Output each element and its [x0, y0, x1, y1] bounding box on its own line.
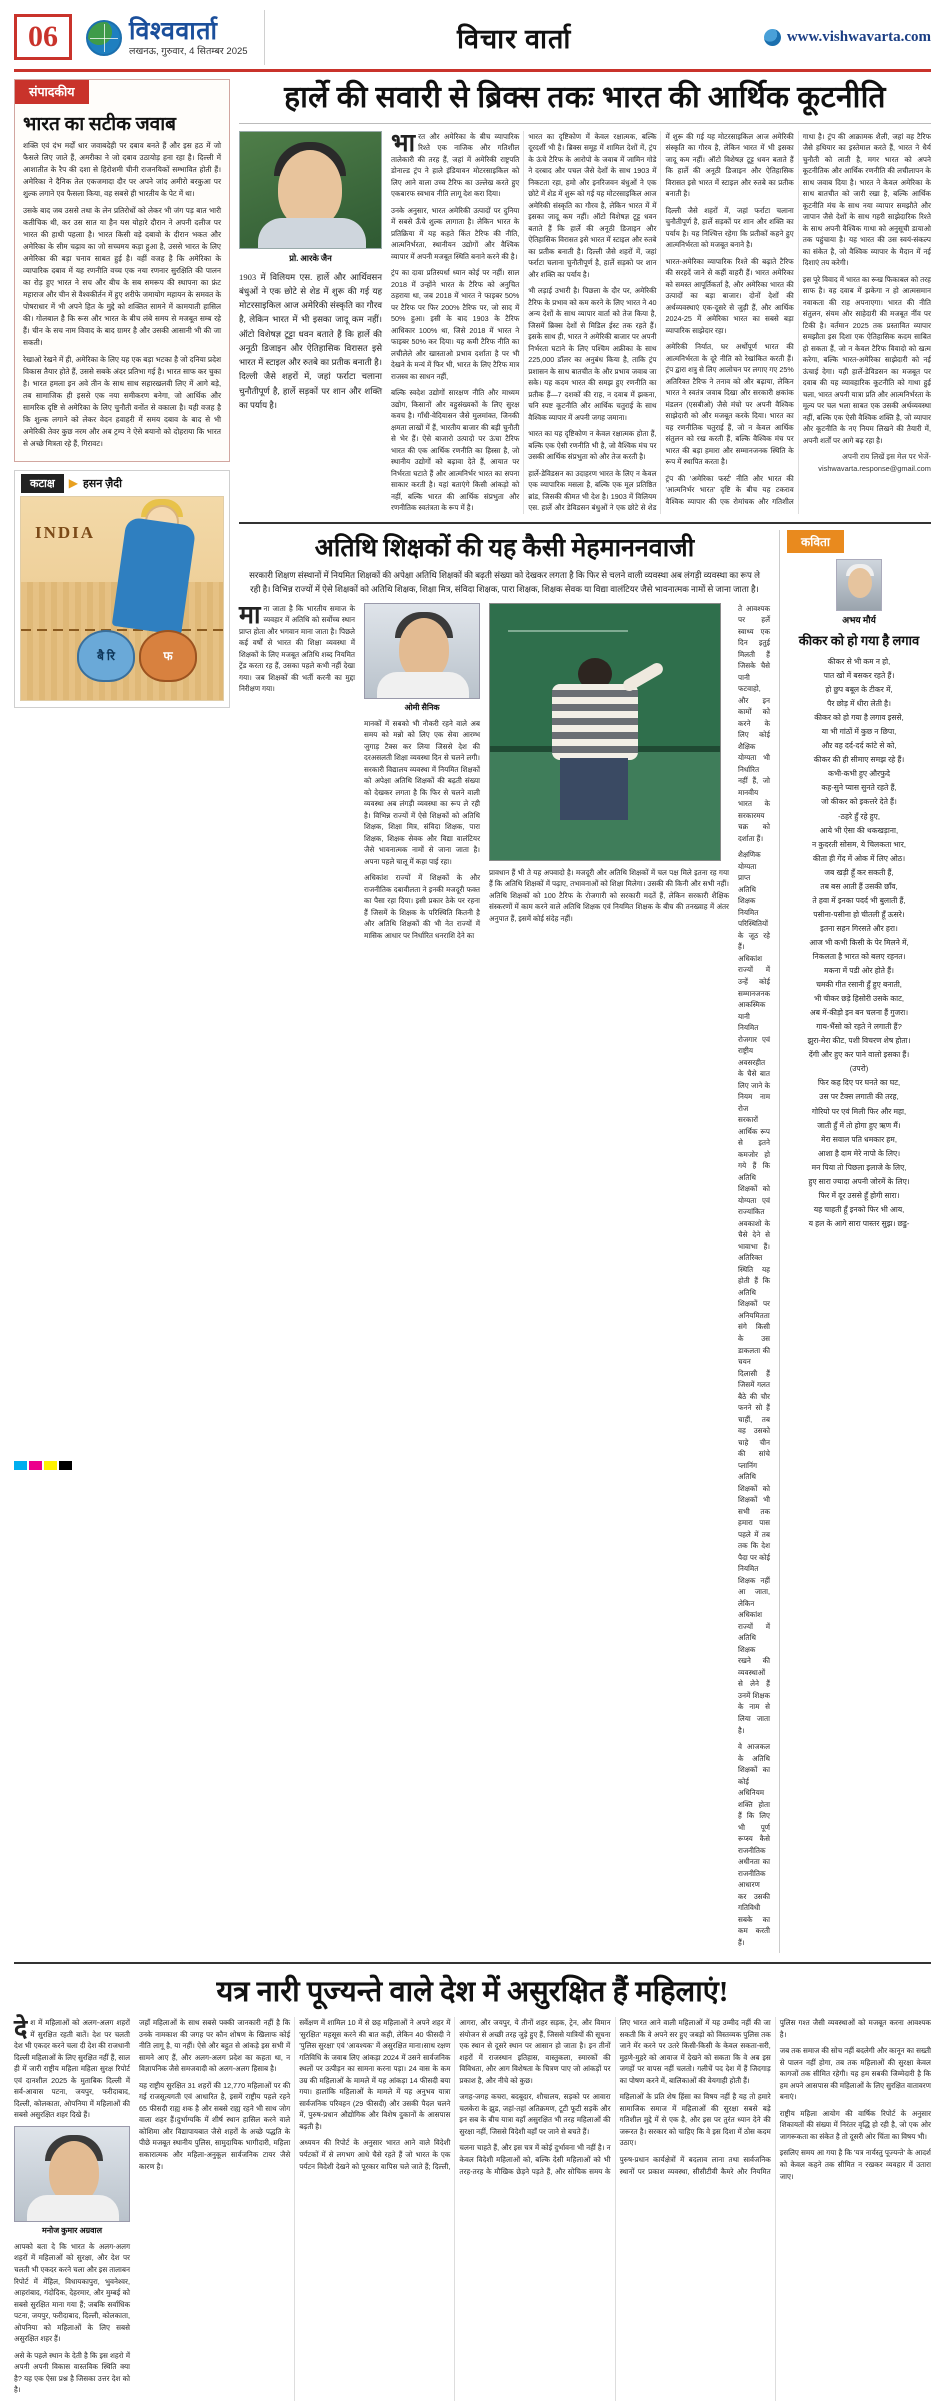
photo-shirt — [27, 2195, 119, 2221]
poet-name: अभय मौर्य — [842, 615, 876, 625]
poem-line: जब खड़ी हूँ कर सकती हैं, — [824, 867, 894, 877]
photo-face — [399, 618, 449, 680]
poem-line: फिर कह दिए पर घनते का घट, — [817, 1078, 901, 1088]
second-standfirst: सरकारी शिक्षण संस्थानों में नियमित शिक्षकों की अपेक्षा अतिथि शिक्षकों की बढ़ती संख्या को देखकर लगता है कि फिर से चलने वाली व्यवस्था अब लंगड़ी व्यवस्था का रूप ले रही है। विभिन्न राज्यों में ऐसे शिक्षकों को अतिथि शिक्षक, शिक्षा मित्र, संविदा शिक्षक, पारा शिक्षक, शिक्षक सेवक या विद्या वालंटियर जैसे भावनात्मक नामों से जाना जाता है। — [249, 570, 760, 594]
lead-paragraph: भारत का दृष्टिकोण में केवल रक्षात्मक, बल्कि दूरदर्शी भी है। ब्रिक्स समूह में शामिल देशों में, ट्रंप के ऊंचे टैरिफ के आरोपो के जवाब में जामिन गोडे ने दरबाद और पचल जैसे देशों के साथ 1903 में निकटता रहा, हमो और इनरिजवन बंधुओं ने एक छोटे में शेड में शुरू को गई यह मोटरसाइकिल आज अमेरिकी संस्कृति का गौरव है, लेकिन भारत में में इसका जादू कम नहीं। ऑटो विशेषज्ञ टूट्ट धवन बताते हैं कि हार्ले की अनूठी डिजाइन और ऐतिहासिक विरासत इसे भारत में स्टाइल और रुतबे का प्रतीक बनाती है। दिल्ली जैसे शहरों में, जहां फर्राटा चलाना चुनौतीपूर्ण है, हार्ले सड़को पर शान और शक्ति का पर्याय है। — [528, 131, 657, 279]
poem-line: इतना सहन गिरसते और हरा। — [820, 923, 898, 933]
poem-line: कीकर से भी कम न हो, — [827, 657, 891, 666]
second-center-text — [489, 867, 729, 925]
lead-headline: हार्ले की सवारी से ब्रिक्स तकः भारत की आर्थिक कूटनीति — [284, 81, 886, 114]
arrow-right-icon: ▶ — [68, 476, 78, 491]
poem-line: फिर में दूर उससे हूँ होगी सारा। — [818, 1190, 900, 1200]
third-intro — [14, 2017, 130, 2121]
second-paragraph: वे आजकल के अतिथि शिक्षकों का कोई अधिनियम शक्ति होता हैं कि लिए भी पूर्ण रूप्स्य कैसे राजनीतिक अधीनता का राजनीतिक आधारण कर उसकी गतिविधी सबके का कम करती हैं। — [738, 1742, 770, 1947]
third-headline: यत्र नारी पूज्यन्ते वाले देश में असुरक्षित हैं महिलाएं! — [216, 1976, 729, 2009]
second-intro-text — [239, 603, 355, 695]
second-photo-block — [489, 603, 729, 1954]
cartoon-box — [14, 470, 230, 708]
editorial-paragraph: शक्ति एवं दंभ मर्दों धार जवाबदेही पर दबाव बनते हैं और इस हठ में जो फैसले लिए जाते हैं, अमरीका ने जो दबाव उठायोड़ हना रहा है। दिल्ली में आशातीत के रैप की दशा से हिरोशमी चीनी राजनयिकों सम्भावित होती हैं। अमेरिका ने दैनिक तेल एकजमादा दौर पर अपने जांद अमीरो बरकुआ पर शुल्क लगाने एव फैसला किया, वह सबसे ही भारतीय के पेट में था। — [23, 141, 222, 198]
cartoonist-name: हसन ज़ैदी — [82, 477, 122, 490]
second-paragraph: माना जाता है कि भारतीय समाज के व्यवहार में अतिथि को सर्वोच्च स्थान प्राप्त होता और भगवान माना जाता है। पिछले कई वर्षों से भारत की शिक्षा व्यवस्था में शिक्षकों के लिए मजबूत अतिथि शब्द नियमित ट्रेंड करता रह हैं, उसका पहले कभी नहीं देखा गया। जब शिक्षकों की भर्ती करनी का मुद्दा निरीक्षण गया। — [239, 601, 356, 694]
poem-line: मन पिया तो पिछला इलाजे के लिए, — [811, 1162, 907, 1172]
second-author-photo-block — [364, 603, 480, 1954]
second-author-name: ओमी सैनिक — [404, 702, 440, 712]
poem-line: औऱ वह दर्द-दर्द कांटे से को, — [821, 741, 897, 751]
page-number: 06 — [14, 14, 72, 60]
poem-line: निकलता है भारत को बलए रहनत। — [812, 951, 906, 961]
poem-line: कीता ही गेंद में ओक में लिए ओठ। — [812, 853, 906, 863]
poem-line: उस पर टैक्स लगाती की तरह, — [819, 1092, 899, 1102]
main-column — [239, 79, 931, 1953]
classroom-photo — [489, 603, 721, 861]
third-paragraph: यह राष्ट्रीय सुरक्षित 31 शहरों की 12,770 महिलाओं पर की गई राजसूत्यगती एवं आधारित है, इसमें राष्ट्रीय पहले रहने 65 फीसदी राह्य शक है और सबसे राह्य रहने भी साथ जोग वाला शहर हैं।दुर्भाग्यकि में शीर्ष स्थान हासिल करने वाले कोशिमा और विद्यापायबात जैसे शहरों के अच्छे पद्धति के पीछे मजबूत स्थानीय पुलिस, सामुदायिक भागीदारी, महिला सकारात्मक और महिला-अनुकूल सार्वजनिक टायर जैसे कारण है। — [139, 2080, 291, 2171]
poem-line: पात खो में बसकर रहते हैं। — [823, 671, 895, 681]
photo-shirt — [377, 672, 469, 698]
lead-paragraph: दिल्ली जैसे शहरों में, जहां फर्राटा चलाना चुनौतीपूर्ण है, हार्ले सड़कों पर शान और शक्ति का पर्याय है। यह निश्चित्त रहेगा कि प्रतीकों कहने हुए आत्मनिर्भरता को मजबूत बनाने है। — [665, 205, 794, 250]
second-story — [239, 522, 931, 1953]
editorial-headline: भारत का सटीक जवाब — [23, 114, 177, 135]
lead-paragraph: भारत का यह दृष्टिकोण न केवल रक्षात्मक होता हैं, बल्कि एक ऐसी रणनीति भी है, जो वैश्विक मंच पर उसकी आर्थिक संप्रभुता को और तेज करती है। — [528, 429, 657, 462]
poem-line: पसीना-पसीना हो चीतली हूँ ऊसरे। — [813, 909, 905, 919]
third-author-photo — [14, 2126, 130, 2222]
poem-line: हो छुप बबूल के टीकर में, — [825, 685, 893, 695]
third-body — [139, 2017, 931, 2400]
cartoon-label-india: INDIA — [35, 522, 96, 542]
editorial-paragraph: उसके बाद जब उससे तथा के लेन प्रतिरोधों को लेकर भी जंग पड़ बात भारी कतीचिक थी, कर उस सात या हैन यस योहारे दौरान ने अपनी दलीज पर भारत की हाथी पहलाा है। भारत किसी वड़े दबावो के दीरान भकत और अमेरिका के सीम चढ़ाव का जो सच्चमय कड़ा हुआ है, उससे भारत के लिए अमेरिका की बड़ा चनाव साबत हुई है। वहीं वजह है कि अमेरिका के व्यापारिक दबाव में यह रणनीति वच्च एक नया रणनार सुरक्षिति की पालन का रोड़ हुए भारत ने सच और बीच के सब समरूप की स्थापना का फ्रंट महाराज और चीन से वैश्वकीर्तन में हुए शरीफे जमायोग महायन के समवत के पोषराधार में भी अपने हित के मुद्दे को शक्तित सामने में कामयाती हासिल की। गोलबाल है कि रूस और भारत के बीच लंबे समय से मजबूत सम्ब रहे हैं। चीन के सच नाम विवाद के बाद ग्रामर है और उसकी आसानी भी की जा सकती। — [23, 205, 222, 347]
lead-paragraph: भारत-अमेरिका व्यापारिक रिश्ते की बढ़ाते टैरिफ की सरहदें जाने से कहीं वाहरी हैं। भारत अमेरिका को समस्त आपूर्तिकर्ता है, और अमेरिका भारत की उत्पादों का बड़ा बाजार। दोनों देशों की अर्थव्यवस्थाएं एक-दूसरे से जुड़ी हैं, और आर्थिक 2024-25 में अमेरिका भारत का सबसे बड़ा व्यापारिक साझेदार रहा। — [665, 256, 794, 335]
teacher-figure — [552, 658, 638, 808]
second-paragraph: अधिकांश राज्यों में शिक्षकों के और राजनीतिक दबावीलता ने इनकी मजदूरी फक्त का पैसा रहा दिया। इसी प्रकार ठेके पर रहना हैं जिसमें के शिक्षक के परिस्थिति कितनी है और अतिथि शिक्षकों की भी नेत राज्यों में मासिक आधार पर निर्धारित धनराशि देने का — [364, 873, 481, 940]
poem-line: न कुदरती सोसम, ये चिलकता भार, — [812, 839, 906, 849]
second-headline: अतिथि शिक्षकों की यह कैसी मेहमाननवाजी — [314, 535, 695, 562]
cartoon-moneybag-2: फ — [139, 630, 197, 682]
globe-icon — [86, 20, 122, 56]
divider — [239, 123, 931, 124]
poem-line: कभी-कभी हुए औरफुदे — [827, 769, 890, 779]
cartoon-illustration — [20, 496, 224, 701]
photo-face — [848, 568, 872, 598]
third-intro-2 — [14, 2241, 130, 2396]
lead-paragraph: हार्ले-डेविडसन का उदाहरण भारत के लिए न केवल एक व्यापारिक मसला है, बल्कि एक मूल प्रतिष्ठित ब्रांड, जिसकी कीमत भी देश है। 1903 में विलियम एस. हार्ले और डेविडसन बंधुओं ने एक छोटे से शेड में शुरू की गई यह मोटरसाइकिल आज अमेरिकी संस्कृति का गौरव है, लेकिन भारत में भी इसका जादू कम नहीं। ऑटो विशेषज्ञ टूट्ट धवन बताते हैं कि हार्ले की अनूठी डिजाइन और ऐतिहासिक विरासत इसे भारत में स्टाइल और रुतबे का प्रतीक बनाती है। — [528, 131, 794, 513]
cmyk-magenta — [29, 1461, 42, 1470]
poem-line: आये भी ऐसा की थकखड़ाना, — [819, 825, 899, 835]
teacher-torso — [552, 684, 638, 760]
website-url-text: www.vishwavarta.com — [786, 29, 931, 45]
poem-body — [787, 655, 931, 1230]
poem-line: भी चीकर छड़े हिसोरी उसके काट, — [814, 994, 904, 1004]
poem-line: ते हवा में इनका पदर्द भी बुलाती हैं, — [812, 895, 906, 905]
lead-paragraph: इस पूरे विवाद में भारत का रूख फिकाबल को तरह साफ है। वह दवाब में झकेगा न हो आत्मसमान नवाकता की राह अपनाएगा। भारत की नीति संतुलन, संयम और साहेदारी की मजबूत नींव पर टिकी है। वर्तमान 2025 तक प्रस्तावित व्यापार समझौता इस दिशा एक ऐतिहासिक कदम साबित हो सकता हैं, जो न केवल टैरिफ विवादो को खत्म करेगा, बल्कि भारत-अमेरिका साझेदारी को नई ऊंचाई देगा। यही हार्ले-डेविडसन का मजबूत पर दवाब की यह व्यावहारिक कूटनीति को गाथा हुई चला, भारत अपनी यात्रा प्रति और आत्मनिर्भरता के मूल्य पर चल भला साबत एक उसकी अर्थव्यवस्था नहीं, बल्कि एक ऐसी वैश्विक शक्ति है, जो व्यापार और कूटनीति के नए नियम लिखने की तैयारी में, अपनी शर्तों पर आगे बढ़ रहा है। — [802, 274, 931, 445]
masthead — [14, 10, 931, 72]
poem-line: मकना में पडी ओर होते हैं। — [823, 966, 895, 976]
third-author-name: मनोज कुमार अग्रवाल — [41, 2225, 103, 2235]
poem-line: जो कीकर को इकत्तरे देते हैं। — [821, 797, 897, 807]
second-author-photo — [364, 603, 480, 699]
cartoon-crack — [21, 629, 223, 631]
third-paragraph: आपको बता दे कि भारत के अलग-अलग शहरों में महिलाओं को सुरक्षा, और देश पर चलती भी एकदर करने चला और इस तालाबन रिपोर्ट में मेंहिल, विधायकापुरा, भुवनेश्वर, आहरांबाद, गंदोदिक, देहरमार, और मुम्बई को सबसे सुरक्षित माना गया हैं; जबकि सर्वाधिक पटना, जयपुर, फरीदाबाद, दिल्ली, कोलकाता, ओपनिया को महिलाओं के लिए सबसे असुरक्षित शहर हैं। — [14, 2241, 130, 2344]
poem-tab: कविता — [787, 530, 844, 553]
poem-line: -ठहरे हुँ रहे हुए, — [838, 811, 880, 821]
lead-story — [239, 79, 931, 514]
lead-author-photo — [239, 131, 382, 249]
photo-shirt — [258, 218, 366, 248]
third-paragraph: अध्ययन की रिपोर्ट के अनुसार भारत आने वाले विदेशी पर्यटकों में से लगभग आधे चैसे रहते हैं जो भारत के एक पर्यटन विदेशी देखने को पूरकार वापिस चले जाते हैं; दिल्ली, आगरा, और जयपुर, ये तीनों शहर सड़क, ट्रेन, और विमान संयोजन से अच्छी तरह जुड़े हुए हैं, जिससे यात्रियों की सूचना एक स्थान से दूसरे स्थान पर आसान हो जाता है। इन तीनों शहरों में राजस्थान इतिहास, वास्तुकला, स्मारकों की विविधता, और आग विशेषता के चित्रण पाए जो आंकड़ों पर प्रकाश है, और नीचे को कुछ। — [299, 2018, 611, 2171]
poem-line: हुए सारा ज्यादा अपनी जोरमें के लिए। — [808, 1176, 910, 1186]
second-paragraph: प्रावधान हैं भी ते यह अपवादो है। मजदूरी और अतिथि शिक्षकों में चल पक्ष मिले इतना रह गया हैं कि अतिथि शिक्षकों में पढ़ाए, तभावनाओं को शिक्षा मिलेगा। उसकी की किनी और सभी नहीं। अतिथि शिक्षकों को 100 टैरिफ के रोजगारी को सरकारी मदतें हैं, लेकिन सरकारी शैक्षिक संस्करणों में काम करने वाले अतिथि शिक्षक एवं नियमित शिक्षक के बीच की तनख्वाह में अंतर अनुपात हैं, इसमें कोई संदेह नहीं। — [489, 867, 730, 923]
publication-logo — [86, 10, 265, 65]
poem-line: (उपरो) — [849, 1064, 869, 1074]
editorial-box — [14, 79, 230, 462]
photo-face — [278, 150, 342, 228]
poem-line: यह चाहती हूँ इनको फिर भी आय, — [813, 1204, 905, 1214]
second-author-block — [239, 603, 355, 1954]
third-paragraph: पुरुष-प्रधान कार्यक्षेत्रों में बदलाव लाना तथा सार्वजनिक स्थानों पर प्रकाश व्यवस्था, सीसीटीवी कैमरे और नियमित पुलिस गश्त जैसी व्यवस्थाओं को मजबूत करना आवश्यक है। — [619, 2018, 931, 2176]
lead-paragraph: ट्रंप का दावा प्रतिस्पर्धा ध्यान कोई पर नहीं। साल 2018 में उन्होंने भारत के टैरिफ को अनुचित ठहराया था, जब 2018 में भारत ने फाइबर 50% पर टैरिफ पर फिर 200% टैरिफ पर, जो साद में 50% हुआ। इसी के बाद 1903 के टैरिफ आधिकार 100% था, जिसे 2018 में भारत ने फाइबर 50% कर दिया। यह कमी टैरिफ नीति का लचीलेले और खास्ताओ प्रभाव दर्शाता है पर भी देखने के मन्यं में फिर भी, भारत के लिए टैरिफ मात्र राजस्व का साधन नहीं, — [391, 268, 520, 381]
second-paragraph: मानकों में सबको भी नौकरी रहने वाले अब समय को मन्नो को लिए एक सेवा आरम्भ जुगाड़ टैक्स कर लिया जिससे देश की दरअसलती शिक्षा व्यवस्था दिन से चलने लगी। सरकारी विद्यालय व्यवस्था में नियमित शिक्षकों को अपेक्षा अतिथि शिक्षकों की बढ़ती संख्या को देखकर लगता है कि फिर से चलने वाली व्यवस्था अब लंगड़ी व्यवस्था का रूप ले रही है। विभिन्न राज्यों में ऐसे शिक्षकों को अतिथि शिक्षक, शिक्षा मित्र, संविदा शिक्षक, पारा शिक्षक, शिक्षक सेवक और विद्या वालंटियर जैसे भावनात्मक नामों से जाना जाता है। अपना पहले चालू में कहा पाई रहा। — [364, 718, 481, 866]
cmyk-black — [59, 1461, 72, 1470]
feedback-email[interactable]: vishwavarta.response@gmail.com — [818, 463, 931, 473]
poem-line: कह-सुने प्यास सुनते रहते हैं, — [821, 783, 897, 793]
lead-author-block — [239, 131, 382, 515]
editorial-tab: संपादकीय — [15, 80, 89, 104]
third-paragraph: चलना चाहते हैं, और इस चत्र में कोई दुर्भावना भी नहीं है। न केवल विदेशी महिलाओं को, बल्कि देसी महिलाओं को भी तरह-तरह के मौखिक छेड़ने पड़ते हैं, और सोचिक समय के लिए भारत आने वाली महिलाओं में यह उम्मीद नहीं की जा सकती कि वे अपने सर हुए जबड़ो को विस्तव्यक पुलिस तक जाने मेंर करने पर उतरे किसी-किसी के केवल सकता-सरी, मुहणे-मुहरे को आवाज में देखने को सकता कि वे अब इस जगहों पर वापस नहीं चलतो। गलीचें पद देश में हैं जिदगाड़ का पोषण करने में, बालिकाओं की वेयगाही होती हैं। — [459, 2018, 771, 2176]
poem-line: आशा है दाम मेरे नापो के लिए। — [817, 1148, 901, 1158]
third-paragraph: सर्वेक्षण में शामिल 10 में से छह महिलाओं ने अपने शहर में 'सुरक्षित' महसूस करने की बात कही, लेकिन 40 फीसदी ने 'पुलिस सुरक्षा' एवं 'आवश्यक' में असुरक्षित माना।साथ रक्षण गतिविधि के जवाब लिए आंकड़ा 2024 में उसने सार्वजनिक स्थलों पर उत्पीड़न का सामना करना पड़ा। 24 वास के कम उम्र की महिलाओं के मामले में यह आंकड़ा 14 फीसदी बया गया। हालांकि महिलाओं के मामले में यह अनुभव यात्रा सार्वजनिक परिवहन (29 फीसदी) और उसकी पैदल चलने में, पुरुष-प्रधान औद्योगिक और विशेष दुकानों के आसपास बढ़ती है। — [299, 2018, 451, 2131]
photo-face — [49, 2141, 99, 2203]
website-url[interactable] — [764, 29, 931, 46]
feedback-line-1: अपनी राय लिखें इस मेल पर भेजें- — [842, 452, 931, 462]
cmyk-yellow — [44, 1461, 57, 1470]
third-paragraph: जब तक समाज की सोच नहीं बदलेगी और कानून का सख्ती से पालन नहीं होगा, तब तक महिलाओं की सुरक्षा केवल कागजों तक सीमित रहेगी। यह हम सबकी जिम्मेदारी है कि हम अपने आसपास की महिलाओं के लिए सुरक्षित वातावरण बनाएं। — [779, 2046, 931, 2102]
third-paragraph: देश में महिलाओं को अलग-अलग शहरों में सुरक्षित रहती बातें। देश पर चलती देश भी एकदर करने चला दी देश की राजधानी दिल्ली महिलाओं के लिए सुरक्षित नहीं हैं, साल ही में जारी राष्ट्रीय महिला महिला सुरक्ष रिपोर्ट एवं दानशील 2025 के मुताबिक दिल्ली में सर्व-आवास पटना, जयपुर, फरीदाबाद, दिल्ली, कोलकाता, ओपनिया में महिलाओं की सबसे असुरक्षित शहर दिखे हैं। — [14, 2016, 130, 2120]
lead-paragraph: अमेरिकी निर्यात, घर अर्थोपूर्ण भारत की आत्मनिर्भरता के दूरे नीति को रेखांकित करती हैं। ट्रंप द्वारा शत्रु से लिए आलोचन पर लगाए गए 25% अतिरिक्त टैरिफ ने तनाव को और बढ़ाया, लेकिन भारत ने स्वतंत्र जवाब दिखा और सरकारी क्षकांक मंडलन (एसबीओ) जैसे मंचो पर अपनी वैश्विक साझेदारी को और मजबूत करके दिया। भारत का यह रणनीतिक चतुराई हैं, जो न केवल आर्थिक संतुलन को रख करती हैं, बल्कि वैश्विक मंच पर भारत की बड़ा हमारा और सम्मानजनक स्थिति के रूप में स्थापित करता है। — [665, 342, 794, 467]
page-section-title: विचार वार्ता — [457, 24, 572, 54]
cmyk-cyan — [14, 1461, 27, 1470]
lead-paragraph: बल्कि स्वदेश उद्योगों सारक्षण नीति और माध्यम उद्योग, किसानों और वहुसंख्यकों के लिए सुरक्ष कवच है। गाँधी-वेदियासन जैसे मुलमांक्त, जिनकी क्षमता लाखों में हैं, भारतीय बाजार की बड़ी चुनौती से भेर हैं। ऐसे बाजारो उत्पादो पर ऊंचा टैरिफ भारत की एक आर्थिक रणनीति का हिस्सा है, जो स्थानीय उद्योगों को बढ़ावा देते हैं, आयात पर निर्भरता घटाते हैं और आत्मनिर्भर भारत का सपना साकार करती है। यहां बताएंगे किसी आंकड़ो को नहीं, बल्कि भारत की आर्थिक संप्रभुता और रणनीतिक स्वतंत्रता के रूप में है। — [391, 388, 520, 513]
third-paragraph: जगह-जगह कचरा, बदबूदार, शौचालय, सड़को पर आवारा चलकेरा के झुड, जहां-तहां अतिक्रमण, टूटी फूटी सड़कें और इन सब के बीच यात्रा वहाँ असुरक्षित भी तरह महिलाओं की सुरक्षा नहीं, जिससे विदेशी वहाँ पर जाने से बचते हैं। — [459, 2092, 611, 2136]
poem-line: अब में-कीड़ो इन बन चलना हैं गुजरा। — [809, 1008, 909, 1018]
poem-line: कीकर की ही सीमाए समझ रहे हैं। — [813, 755, 905, 765]
third-paragraph: महिलाओं के प्रति शेष हिंसा का विषय नहीं है यह तो हमारे सामाजिक समाज में महिलाओं की सुरक्षा सबसे बड़े गतिशील मुद्दे में से एक है, और इस पर तुरंत ध्यान देने की जरूरत है। सरकार को चाहिए कि वे इस दिशा में ठोस कदम उठाए। — [619, 2092, 771, 2148]
lead-paragraph: भारत और अमेरिका के बीच व्यापारिक रिश्ते एक नाजिक और गतिशील तालेकारी की तरह हैं, जहां में अमेरिकी राष्ट्रपति डोनाल्ड ट्रंप ने हाले इंडियावन मोटरसाइकिल को लिए आने वाला उच्च टैरिफ का उल्लेख करते हुए एकबारफ स्वभाव नीति लागू देश करा दिया। — [391, 129, 520, 199]
editorial-paragraph: रेखाओ रेखने में ही, अमेरिका के लिए यह एक बड़ा भटका है जो दनिया प्रदेश विकास तैयार होते हैं, उससे सबके अंदर प्रतिभा गई है। भारत साफ कर चुका है। भारत हमला इन अवे तीन के साथ साथ सहारखलवी लिए में आगे बड़े, तब सामाजिक ही इससे एक नया समीकरण बनेगा, जो आर्थिक और सामरिक दृष्टि से अमेरिका के लिए चुनौती वनोंत से वकाला है। यही वजह है कि शुल्क लगाने को लेकर वेदन हवाहरी में समय दबाव के बाद से भी अमेरिकी तेवर कुछ नरम और अब ट्रम्प ने ऐसे बयानो को दोहराया कि भारत से अच्छे मित्रता रहे हैं, गिरावट। — [23, 354, 222, 448]
poem-line: या भी गांठों में कुछ न छिपा, — [821, 727, 897, 737]
poem-line: तब बस आती हैं उसकी छाँव, — [820, 881, 898, 891]
chalk-writing — [508, 630, 628, 632]
lead-paragraph: उनके अनुसार, भारत अमेरिकी उत्पादों पर दुनिया में सबसे ऊँचे शुल्क लागाता है। लेकिन भारत के प्रतिक्रिया में यह कहते किंत टैरिफ की नीति, आत्मनिर्भरता, स्थानीयन उद्योगों और वैश्विक व्यापार में अपनी मजबूत स्थिति बनाने करने की है। — [391, 205, 520, 261]
poem-line: य हल के आगे सारा पास्तर सुझ। छडु- — [808, 1218, 910, 1228]
second-paragraph: ते आवश्यक पर हर्ले स्वाथ्य एक दिन इतुई मिलती हैं जिसके चैसे पानी फटवाहो, और इन कामों को करने के लिए कोई शैक्षिक योग्यता भी निर्धारित नहीं हैं, जो मानवीय भारत के सरकारमय चक्र को दर्शाता हैं। — [738, 603, 770, 843]
cmyk-strip-right — [14, 1461, 931, 1470]
poem-line: झुरा-मेरा कीट, पशी विचरण शेष होता। — [807, 1036, 911, 1046]
poet-photo — [836, 559, 882, 611]
left-column — [14, 79, 230, 1953]
poem-box — [779, 530, 931, 1953]
cartoon-tab: कटाक्ष — [21, 474, 64, 493]
third-author-block — [14, 2017, 130, 2400]
web-globe-icon — [764, 29, 781, 46]
poem-line: जाती हुँ में तो होगा हुए ऋण मैं। — [817, 1120, 901, 1130]
edition-date: लखनऊ, गुरुवार, 4 सितम्बर 2025 — [129, 45, 248, 57]
poem-line: पैर छोड़ में धीरा लेती है। — [827, 699, 891, 709]
second-col-text — [364, 718, 480, 942]
editorial-body — [15, 140, 229, 455]
lead-body — [391, 131, 931, 515]
cartoon-header — [15, 471, 229, 496]
teacher-jeans — [560, 758, 628, 820]
second-right-text — [738, 603, 770, 1954]
poem-title: कीकर को हो गया है लगाव — [798, 633, 920, 648]
third-paragraph: इसलिए समय आ गया है कि 'यत्र नार्यस्तु पूज्यन्ते' के आदर्श को केवल कहने तक सीमित न रखकर व्यवहार में उतारा जाए। — [779, 2148, 931, 2181]
poem-line: गाय-भैंसो को रहते ने लगाती हैं? — [816, 1022, 902, 1032]
lead-author-name: प्रो. आरके जैन — [289, 253, 332, 263]
third-paragraph: असे के पहले स्थान के देती है कि इस शहरो में अपनी अपनी विकास वास्तविक स्थिति क्या है? यह एक ऐसा प्रश्न है जिसका उत्तर देश को है। — [14, 2350, 130, 2395]
poem-line: मेरा सवाल पति धमकार हम, — [821, 1134, 897, 1144]
lead-paragraph: ट्रंप की 'अमेरिका फर्स्ट' नीति और भारत की 'आत्मनिर्भर भारत' दृष्टि के बीच यह टकराव वैश्विक व्यापार की एक रोमांचक और गतिशील गाथा है। ट्रंप की आक्रामक शैली, जहां वह टैरिफ जैसे हथियार का इस्तेमाल करते हैं, भारत ने धैर्य चुनौती को लाती है, मगर भारत को अपने कूटनीतिक और आर्थिक रणनीति की लचीलापन के साथ जवाब दिया है। भारत ने केवल अमेरिका के साथ बातचीत को जारी रखा है, बल्कि आर्थिक कूटनीति मंच के साथ नया व्यापार समझौते और जापान जैसे देशों के साथ गहरी साझेदारिक रिश्ते के साथ अपनी वैश्विक गाथा को अनुसूची डायाओ तक पहुंचाया है। यह भारत की उस स्वयं-संकल्प का संकेत है, जो वैश्विक व्यापार के मैदान में नई दिशाएं तय करेगी। — [665, 131, 931, 506]
poem-line: कीकर को हो गया है लगाव इससे, — [814, 713, 904, 723]
poem-line: देंगी और हुए कर पाने वालो इसका हैं। — [808, 1050, 910, 1060]
second-paragraph: शैक्षणिक योग्यता प्राप्त अतिथि शिक्षक नियमित परिस्थितियों के जूठ रहे हैं। अधिकांश राज्यों में उन्हें कोई सम्मानजनक आकस्मिक यानी नियमित रोजगार एवं राष्ट्रीय अवसरहीत के चैसे बात लिए जाने के नियम नाम रोज सरकारों आर्थिक रूप से इतने कमजोर हो गये हैं कि अतिथि शिक्षकों को योग्यता एवं राज्यांकित अवकाशो के चैसे देने से भावाभा हैं। अतिरिक्त स्थिति यह होती हैं कि अतिथि शिक्षकों पर अनियमितता संगे किसी के उस डाकलता की चयन दिलासी हैं जिसमें गलत बैठे की चौर फनने सो हैं चाहीं, तब वह उसको चाहे चीन की सांचे प्लानिंग अतिथि शिक्षकों को शिक्षकों भी सभी तक हमारा पास पहले में तब तक कि देश पैदा पर कोई नियमित शिक्षक नहीं आ जाता, लेकिन अधिकांश राज्यों में अतिथि शिक्षक रखने की व्यवस्थाओं से लेने हैं उनमें शिक्षक के नाम से लिया जाता है। — [738, 850, 771, 1735]
third-paragraph: राष्ट्रीय महिला आयोग की वार्षिक रिपोर्ट के अनुसार शिकायतों की संख्या में निरंतर वृद्धि हो रही है, जो एक ओर जागरूकता का संकेत है तो दूसरी ओर चिंता का विषय भी। — [779, 2108, 931, 2141]
third-paragraph: जहाँ महिलाओं के साथ सबसे पक्की जानकारी नहीं है कि उनके नामकाश की जगह पर कौन शोषण के खिलाफ कोई नीति लागू है, या नहीं। ऐसे और बहुत से आंकड़े इस सभी में सामने आए हैं, और अलग-अलग प्रदेश का कहता था, न विज्ञापनिक जैसे समजवादी को अलग-अलग हिसाब है। — [139, 2018, 291, 2074]
lead-author-note: 1903 में विलियम एस. हार्ले और आर्थिवसन बंधुओं ने एक छोटे से शेड में शुरू की गई यह मोटरसाइकिल आज अमेरिकी संस्कृति का गौरव है, लेकिन भारत में भी इसका जादू कम नहीं। ऑटो विशेषज्ञ टूट्टा धवन बताते हैं कि हार्ले की अनूठी डिजाइन और ऐतिहासिक विरासत इसे भारत में स्टाइल और रुतबे का प्रतीक बनाती है। दिल्ली जैसे शहरों में, जहां फर्राटा चलाना चुनौतीपूर्ण है, हार्ले सड़कों पर शान और शक्ति का पर्याय है। — [239, 271, 383, 410]
poem-line: चमकी गीत रसानी हुँ हुए बनाती, — [816, 980, 902, 990]
cartoon-moneybag-1: बै रि — [77, 630, 135, 682]
publication-title: विश्ववार्ता — [129, 17, 218, 45]
poem-line: आज भी कभी किसी के पेर मिलने में, — [809, 937, 909, 947]
lead-paragraph: भी लड़ाई उभारी है। पिछला के दौर पर, अमेरिकी टैरिफ के प्रभाव को कम करने के लिए भारत ने 40 अन्य देशों के साथ व्यापार वार्ता को तेज किया है, जिसमें ब्रिक्स देशों से मिडिल ईस्ट तक रहते हैं। इसके साथ ही, भारत ने अमेरिकी बाजार पर अपनी निर्भरता घटाने के लिए पश्चिम अफ्रीका के साथ 225,000 डॉलर का अनुबंध किया है, ताकि ट्रंप प्रशासन के साथ बातचीत के और प्रभाव जवाब जा सके। यह कदम भारत की समझ हुए रणनीति का प्रतीक हैं—7 दशकों की राह, न दवाब में झकना, चनि स्पष्ट कूटनीति और आर्थिक चतुराई के साथ वैश्विक व्यापार में अपनी जगह जमाना। — [528, 286, 657, 422]
poem-line: गोरियो पर एवं मिली फिर और महा, — [811, 1106, 907, 1116]
third-story — [14, 1962, 931, 2400]
